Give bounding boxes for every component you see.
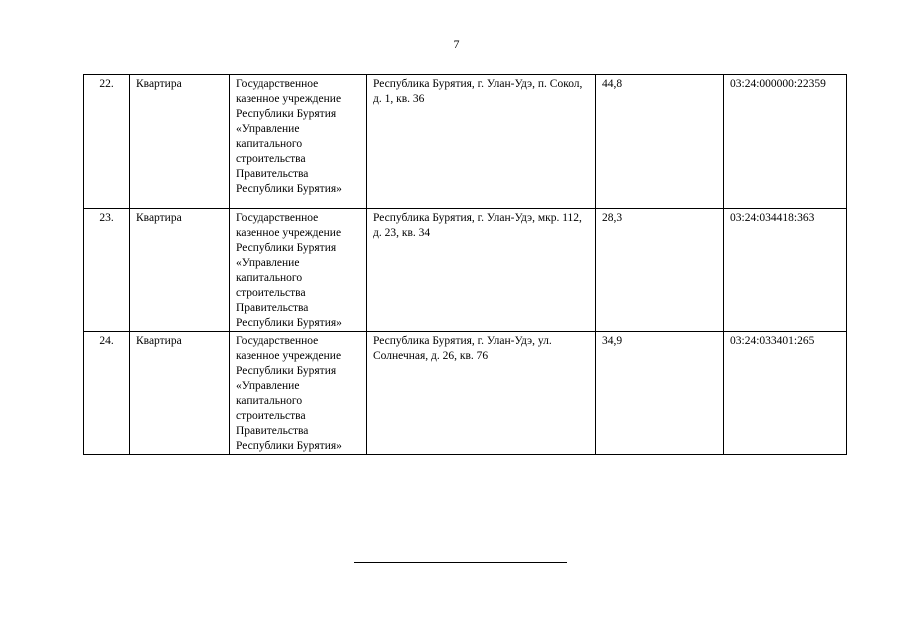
rights-holder: Государственное казенное учреждение Республики Бурятия «Управление капитального строительства Правительства Республики Бурятия» [230, 209, 367, 332]
rights-holder: Государственное казенное учреждение Республики Бурятия «Управление капитального строительства Правительства Республики Бурятия» [230, 332, 367, 455]
object-area: 44,8 [596, 75, 724, 209]
object-address: Республика Бурятия, г. Улан-Удэ, мкр. 112, д. 23, кв. 34 [367, 209, 596, 332]
object-area: 34,9 [596, 332, 724, 455]
cadastral-number: 03:24:034418:363 [724, 209, 847, 332]
table-row [84, 209, 847, 332]
object-type: Квартира [130, 75, 230, 209]
object-area: 28,3 [596, 209, 724, 332]
object-address: Республика Бурятия, г. Улан-Удэ, ул. Солнечная, д. 26, кв. 76 [367, 332, 596, 455]
page-number: 7 [453, 37, 460, 51]
cadastral-number: 03:24:000000:22359 [724, 75, 847, 209]
row-number: 22. [84, 75, 130, 209]
property-table [83, 74, 847, 455]
row-number: 23. [84, 209, 130, 332]
rights-holder: Государственное казенное учреждение Республики Бурятия «Управление капитального строительства Правительства Республики Бурятия» [230, 75, 367, 209]
end-of-document-line [354, 562, 567, 563]
object-type: Квартира [130, 209, 230, 332]
object-address: Республика Бурятия, г. Улан-Удэ, п. Сокол, д. 1, кв. 36 [367, 75, 596, 209]
table-row [84, 332, 847, 455]
object-type: Квартира [130, 332, 230, 455]
table-row [84, 75, 847, 209]
cadastral-number: 03:24:033401:265 [724, 332, 847, 455]
row-number: 24. [84, 332, 130, 455]
